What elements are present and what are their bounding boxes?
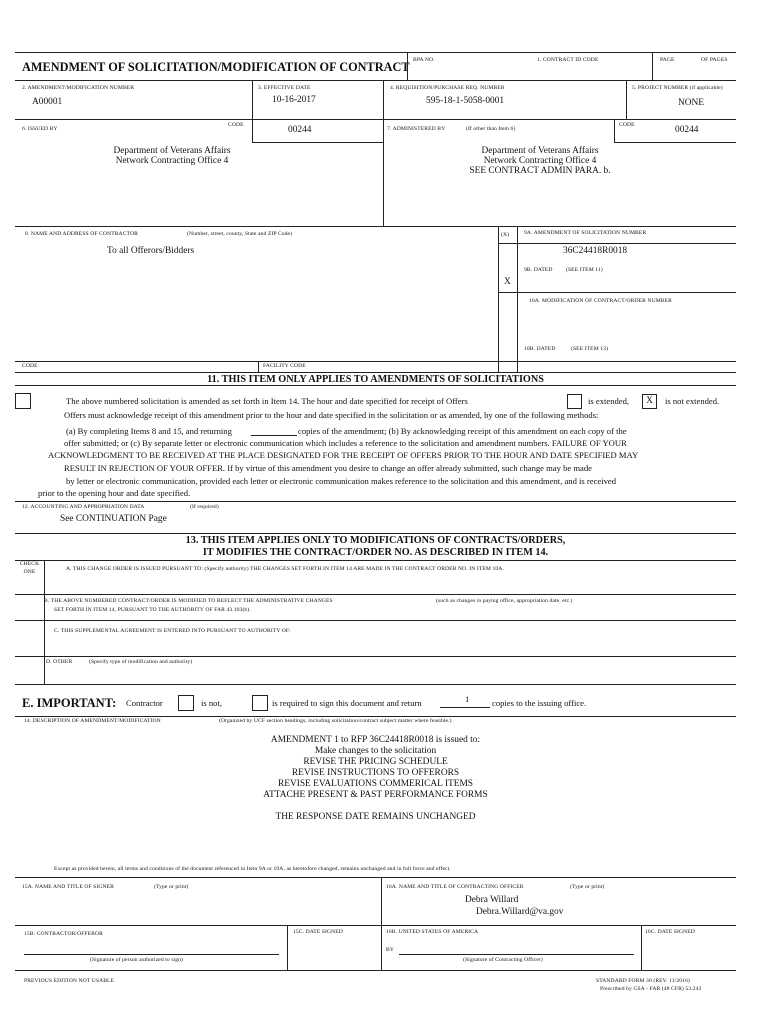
- issued-code-label: CODE: [228, 122, 244, 128]
- x-column-label: (X): [501, 232, 510, 238]
- signer-name-label: 15A. NAME AND TITLE OF SIGNER: [22, 884, 114, 890]
- item-14-sub: (Organized by UCF section headings, including solicitation/contract subject matter where feasible.): [219, 718, 452, 724]
- rule: [15, 925, 736, 926]
- item-12-label: 12. ACCOUNTING AND APPROPRIATION DATA: [22, 504, 145, 510]
- rule: [15, 594, 736, 595]
- bpa-no-label: BPA NO.: [413, 57, 435, 63]
- rule-top: [15, 52, 736, 53]
- item-11-line7: by letter or electronic communication, provided each letter or electronic communication makes reference to the solicitation and this amendment, and is received: [66, 476, 617, 486]
- extended-label: is extended,: [588, 396, 630, 406]
- item-9b-sub: (SEE ITEM 11): [566, 267, 603, 273]
- admin-code-value[interactable]: 00244: [675, 125, 699, 135]
- rule: [15, 226, 736, 227]
- item-13b-text-2: SET FORTH IN ITEM 14, PURSUANT TO THE AUTHORITY OF FAR 43.103(b).: [54, 607, 251, 613]
- contractor-signature-caption: (Signature of person authorized to sign): [90, 957, 184, 963]
- rule: [287, 925, 288, 970]
- rule: [498, 243, 736, 244]
- item-11-line1: The above numbered solicitation is amended as set forth in Item 14. The hour and date specified for receipt of Offers: [66, 396, 468, 406]
- date-signed-15c-label: 15C. DATE SIGNED: [293, 929, 343, 935]
- contractor-is-not-checkbox[interactable]: [178, 695, 194, 711]
- rule: [15, 533, 736, 534]
- rule: [641, 925, 642, 970]
- contractor-is-checkbox[interactable]: [252, 695, 268, 711]
- code-label: CODE: [22, 363, 38, 369]
- rule: [15, 560, 736, 561]
- standard-form-id: STANDARD FORM 30 (REV. 11/2016): [596, 978, 690, 984]
- important-label: E. IMPORTANT:: [22, 696, 117, 710]
- item-10a-label: 10A. MODIFICATION OF CONTRACT/ORDER NUMBER: [529, 298, 672, 304]
- rule: [383, 80, 384, 226]
- admin-code-label: CODE: [619, 122, 635, 128]
- terms-note: Except as provided herein, all terms and conditions of the document referenced in Item 9A or 10A, as heretofore changed, remains unchanged and in full force and effect.: [54, 866, 451, 872]
- administered-by-label: 7. ADMINISTERED BY: [387, 126, 446, 132]
- contractor-signature-line[interactable]: [24, 954, 279, 955]
- by-label: BY: [386, 947, 394, 953]
- item-14-label: 14. DESCRIPTION OF AMENDMENT/MODIFICATION: [24, 718, 161, 724]
- item-9-x-mark[interactable]: X: [504, 277, 511, 287]
- description-line-3: REVISE THE PRICING SCHEDULE: [303, 757, 448, 767]
- project-number-value[interactable]: NONE: [678, 98, 705, 108]
- contractor-label: 8. NAME AND ADDRESS OF CONTRACTOR: [25, 231, 138, 237]
- item-13b-text-1: B. THE ABOVE NUMBERED CONTRACT/ORDER IS MODIFIED TO REFLECT THE ADMINISTRATIVE CHANGES: [44, 598, 333, 604]
- signer-name-sub: (Type or print): [154, 884, 189, 890]
- rule: [517, 226, 518, 372]
- item-11-heading: 11. THIS ITEM ONLY APPLIES TO AMENDMENTS OF SOLICITATIONS: [207, 374, 544, 385]
- admin-line3: SEE CONTRACT ADMIN PARA. b.: [469, 166, 611, 176]
- rule: [381, 877, 382, 970]
- item-13a-text: A. THIS CHANGE ORDER IS ISSUED PURSUANT TO: (Specify authority) THE CHANGES SET FORTH IN ITEM 14 ARE MADE IN THE CONTRACT ORDER NO. IN ITEM 10A.: [66, 566, 504, 572]
- rule: [15, 620, 736, 621]
- of-pages-label: OF PAGES: [701, 57, 728, 63]
- description-line-5: REVISE EVALUATIONS COMMERICAL ITEMS: [277, 779, 474, 789]
- amendment-number-label: 2. AMENDMENT/MODIFICATION NUMBER: [22, 85, 135, 91]
- item-9a-label: 9A. AMENDMENT OF SOLICITATION NUMBER: [524, 230, 647, 236]
- officer-signature-line[interactable]: [399, 954, 634, 955]
- administered-by-sub: (If other than Item 6): [466, 126, 516, 132]
- form-title: AMENDMENT OF SOLICITATION/MODIFICATION OF CONTRACT: [22, 60, 410, 74]
- rule: [15, 656, 736, 657]
- item-11-line8: prior to the opening hour and date specified.: [38, 488, 191, 498]
- item-9b-label: 9B. DATED: [524, 267, 553, 273]
- item-11-line5: ACKNOWLEDGMENT TO BE RECEIVED AT THE PLACE DESIGNATED FOR THE RECEIPT OF OFFERS PRIOR TO THE HOUR AND DATE SPECIFIED MAY: [48, 450, 639, 460]
- effective-date-value[interactable]: 10-16-2017: [272, 95, 316, 105]
- contractor-value[interactable]: To all Offerors/Bidders: [107, 246, 195, 256]
- admin-line1: Department of Veterans Affairs: [481, 146, 599, 156]
- item-9a-value[interactable]: 36C24418R0018: [563, 246, 628, 256]
- is-required-text: is required to sign this document and return: [272, 698, 422, 708]
- rule: [15, 361, 736, 362]
- rule: [258, 361, 259, 372]
- rule: [44, 560, 45, 684]
- issued-by-label: 6. ISSUED BY: [22, 126, 58, 132]
- contractor-sub: (Number, street, county, State and ZIP Code): [187, 231, 293, 237]
- rule: [614, 119, 615, 142]
- project-number-label: 5. PROJECT NUMBER (if applicable): [632, 85, 723, 91]
- description-line-4: REVISE INSTRUCTIONS TO OFFERORS: [291, 768, 460, 778]
- copies-return-line: [440, 707, 490, 708]
- item-10b-sub: (SEE ITEM 13): [571, 346, 609, 352]
- rule: [652, 52, 653, 80]
- extended-checkbox[interactable]: [567, 394, 582, 409]
- rule: [15, 119, 736, 120]
- description-line-2: Make changes to the solicitation: [314, 746, 437, 756]
- rule: [15, 501, 736, 502]
- copies-return-value[interactable]: 1: [465, 694, 470, 704]
- check-one-label-1: CHECK: [19, 561, 40, 567]
- contractor-offeror-label: 15B. CONTRACTOR/OFFEROR: [24, 931, 103, 937]
- requisition-value[interactable]: 595-18-1-5058-0001: [426, 96, 505, 106]
- previous-edition-note: PREVIOUS EDITION NOT USABLE: [24, 978, 115, 984]
- item-12-sub: (If required): [190, 504, 219, 510]
- description-line-6: ATTACHE PRESENT & PAST PERFORMANCE FORMS: [263, 790, 488, 800]
- copies-blank-line[interactable]: [251, 435, 297, 436]
- item-11-line3: (a) By completing Items 8 and 15, and returning: [66, 426, 232, 436]
- officer-name-sub: (Type or print): [570, 884, 605, 890]
- rule: [15, 877, 736, 878]
- rule: [15, 80, 736, 81]
- rule: [15, 385, 736, 386]
- rule: [614, 142, 736, 143]
- officer-signature-caption: (Signature of Contracting Officer): [463, 957, 543, 963]
- not-extended-label: is not extended.: [665, 396, 720, 406]
- admin-line2: Network Contracting Office 4: [483, 156, 597, 166]
- contract-id-label: 1. CONTRACT ID CODE: [537, 57, 599, 63]
- item-13-heading-2: IT MODIFIES THE CONTRACT/ORDER NO. AS DESCRIBED IN ITEM 14.: [202, 547, 549, 558]
- item-11-line3b: copies of the amendment; (b) By acknowledging receipt of this amendment on each copy of the: [298, 426, 627, 436]
- rule: [626, 80, 627, 119]
- rule: [15, 372, 736, 373]
- requisition-label: 4. REQUISITION/PURCHASE REQ. NUMBER: [390, 85, 505, 91]
- issued-by-line2: Network Contracting Office 4: [115, 156, 229, 166]
- rule: [252, 142, 383, 143]
- item-12-value[interactable]: See CONTINUATION Page: [60, 514, 167, 524]
- not-extended-checkbox[interactable]: X: [642, 394, 657, 409]
- copies-return-text: copies to the issuing office.: [492, 698, 587, 708]
- item-13d-sub: (Specify type of modification and authority): [89, 659, 193, 665]
- effective-date-label: 3. EFFECTIVE DATE: [258, 85, 311, 91]
- issued-code-value[interactable]: 00244: [288, 125, 312, 135]
- united-states-label: 16B. UNITED STATES OF AMERICA: [386, 929, 479, 935]
- item-13b-sub: (such as changes in paying office, appropriation date, etc.): [436, 598, 573, 604]
- date-signed-16c-label: 16C. DATE SIGNED: [645, 929, 695, 935]
- rule: [252, 119, 253, 142]
- response-date-line: THE RESPONSE DATE REMAINS UNCHANGED: [275, 812, 476, 822]
- item-10b-label: 10B. DATED: [524, 346, 556, 352]
- prescribed-by: Prescribed by GSA - FAR (48 CFR) 53.243: [600, 986, 702, 992]
- rule: [15, 684, 736, 685]
- facility-code-label: FACILITY CODE: [263, 363, 306, 369]
- item-11-line6: RESULT IN REJECTION OF YOUR OFFER. If by virtue of this amendment you desire to change an offer already submitted, such change may be made: [64, 463, 592, 473]
- item-13c-text: C. THIS SUPPLEMENTAL AGREEMENT IS ENTERED INTO PURSUANT TO AUTHORITY OF:: [54, 628, 291, 634]
- is-not-label: is not,: [201, 698, 223, 708]
- officer-name: Debra Willard: [465, 895, 519, 905]
- item-11-line4: offer submitted; or (c) By separate letter or electronic communication which includes a reference to the solicitation and amendment numbers. FAILURE OF YOUR: [64, 438, 627, 448]
- item-13-heading-1: 13. THIS ITEM APPLIES ONLY TO MODIFICATIONS OF CONTRACTS/ORDERS,: [185, 535, 566, 546]
- item-13d-text: D. OTHER: [46, 659, 73, 665]
- page-label: PAGE: [660, 57, 675, 63]
- officer-email[interactable]: Debra.Willard@va.gov: [476, 907, 564, 917]
- item-11-checkbox[interactable]: [15, 393, 31, 409]
- officer-name-label: 16A. NAME AND TITLE OF CONTRACTING OFFICER: [386, 884, 524, 890]
- description-line-1: AMENDMENT 1 to RFP 36C24418R0018 is issued to:: [270, 735, 481, 745]
- rule: [498, 226, 499, 372]
- rule: [15, 716, 736, 717]
- item-11-line2: Offers must acknowledge receipt of this amendment prior to the hour and date specified in the solicitation or as amended, by one of the following methods:: [64, 410, 599, 420]
- amendment-number-value[interactable]: A00001: [32, 97, 63, 107]
- rule: [498, 292, 736, 293]
- issued-by-line1: Department of Veterans Affairs: [113, 146, 231, 156]
- rule: [252, 80, 253, 119]
- check-one-label-2: ONE: [23, 569, 36, 575]
- rule-bottom: [15, 970, 736, 971]
- contractor-word: Contractor: [126, 698, 163, 708]
